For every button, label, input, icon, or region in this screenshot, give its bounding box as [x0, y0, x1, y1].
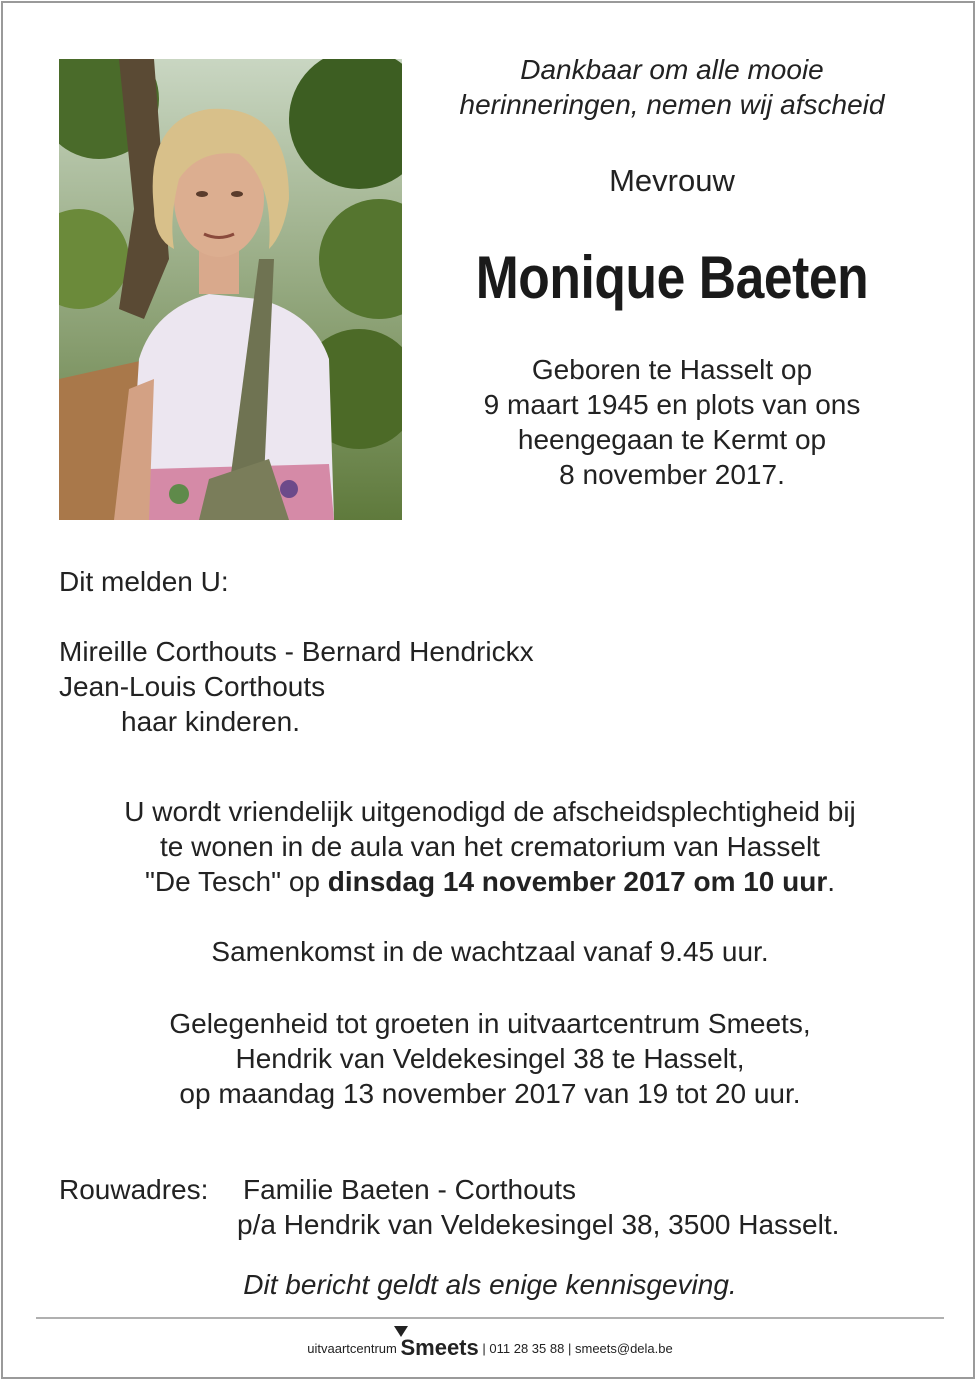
- invitation-line: U wordt vriendelijk uitgenodigd de afscheidsplechtigheid bij: [124, 796, 856, 827]
- opening-line: herinneringen, nemen wij afscheid: [459, 89, 885, 120]
- invitation-prefix: "De Tesch" op: [144, 866, 328, 897]
- opening-line: Dankbaar om alle mooie: [520, 54, 824, 85]
- invitation-line: te wonen in de aula van het crematorium van Hasselt: [160, 831, 820, 862]
- footer-label: uitvaartcentrum: [307, 1341, 397, 1356]
- dates-line: heengegaan te Kermt op: [517, 424, 827, 455]
- footer-phone: 011 28 35 88: [489, 1341, 565, 1356]
- address-family: Familie Baeten - Corthouts: [243, 1174, 577, 1205]
- address-label: Rouwadres:: [59, 1174, 209, 1205]
- visitation-line: Hendrik van Veldekesingel 38 te Hasselt,: [235, 1043, 745, 1074]
- dates-line: Geboren te Hasselt op: [531, 354, 813, 385]
- opening-text: [412, 52, 932, 122]
- dates-line: 9 maart 1945 en plots van ons: [483, 389, 861, 420]
- family-relation: haar kinderen.: [121, 706, 301, 737]
- family-member: Jean-Louis Corthouts: [59, 671, 326, 702]
- family-intro: Dit melden U:: [59, 566, 229, 597]
- address-street: p/a Hendrik van Veldekesingel 38, 3500 Hasselt.: [237, 1209, 840, 1240]
- footer-divider: [36, 1317, 944, 1319]
- dates-line: 8 november 2017.: [559, 459, 785, 490]
- footer-email[interactable]: smeets@dela.be: [574, 1341, 673, 1356]
- invitation-suffix: .: [827, 866, 836, 897]
- gathering-info: Samenkomst in de wachtzaal vanaf 9.45 uur.: [211, 936, 769, 967]
- honorific: Mevrouw: [609, 163, 735, 198]
- visitation-info: [40, 1006, 940, 1111]
- funeral-home-brand: Smeets: [400, 1335, 479, 1360]
- ceremony-invitation: [40, 794, 940, 899]
- visitation-line: op maandag 13 november 2017 van 19 tot 20 uur.: [179, 1078, 801, 1109]
- birth-death-dates: [412, 352, 932, 492]
- funeral-home-footer: [0, 1333, 980, 1364]
- ceremony-date: dinsdag 14 november 2017 om 10 uur: [327, 866, 828, 897]
- portrait-photo: [59, 59, 402, 520]
- deceased-name: Monique Baeten: [475, 244, 869, 311]
- closing-note: Dit bericht geldt als enige kennisgeving.: [243, 1269, 737, 1300]
- invitation-line: [40, 864, 940, 899]
- visitation-line: Gelegenheid tot groeten in uitvaartcentrum Smeets,: [169, 1008, 811, 1039]
- footer-separator: |: [482, 1341, 486, 1356]
- footer-separator: |: [567, 1341, 572, 1356]
- family-member: Mireille Corthouts - Bernard Hendrickx: [59, 636, 534, 667]
